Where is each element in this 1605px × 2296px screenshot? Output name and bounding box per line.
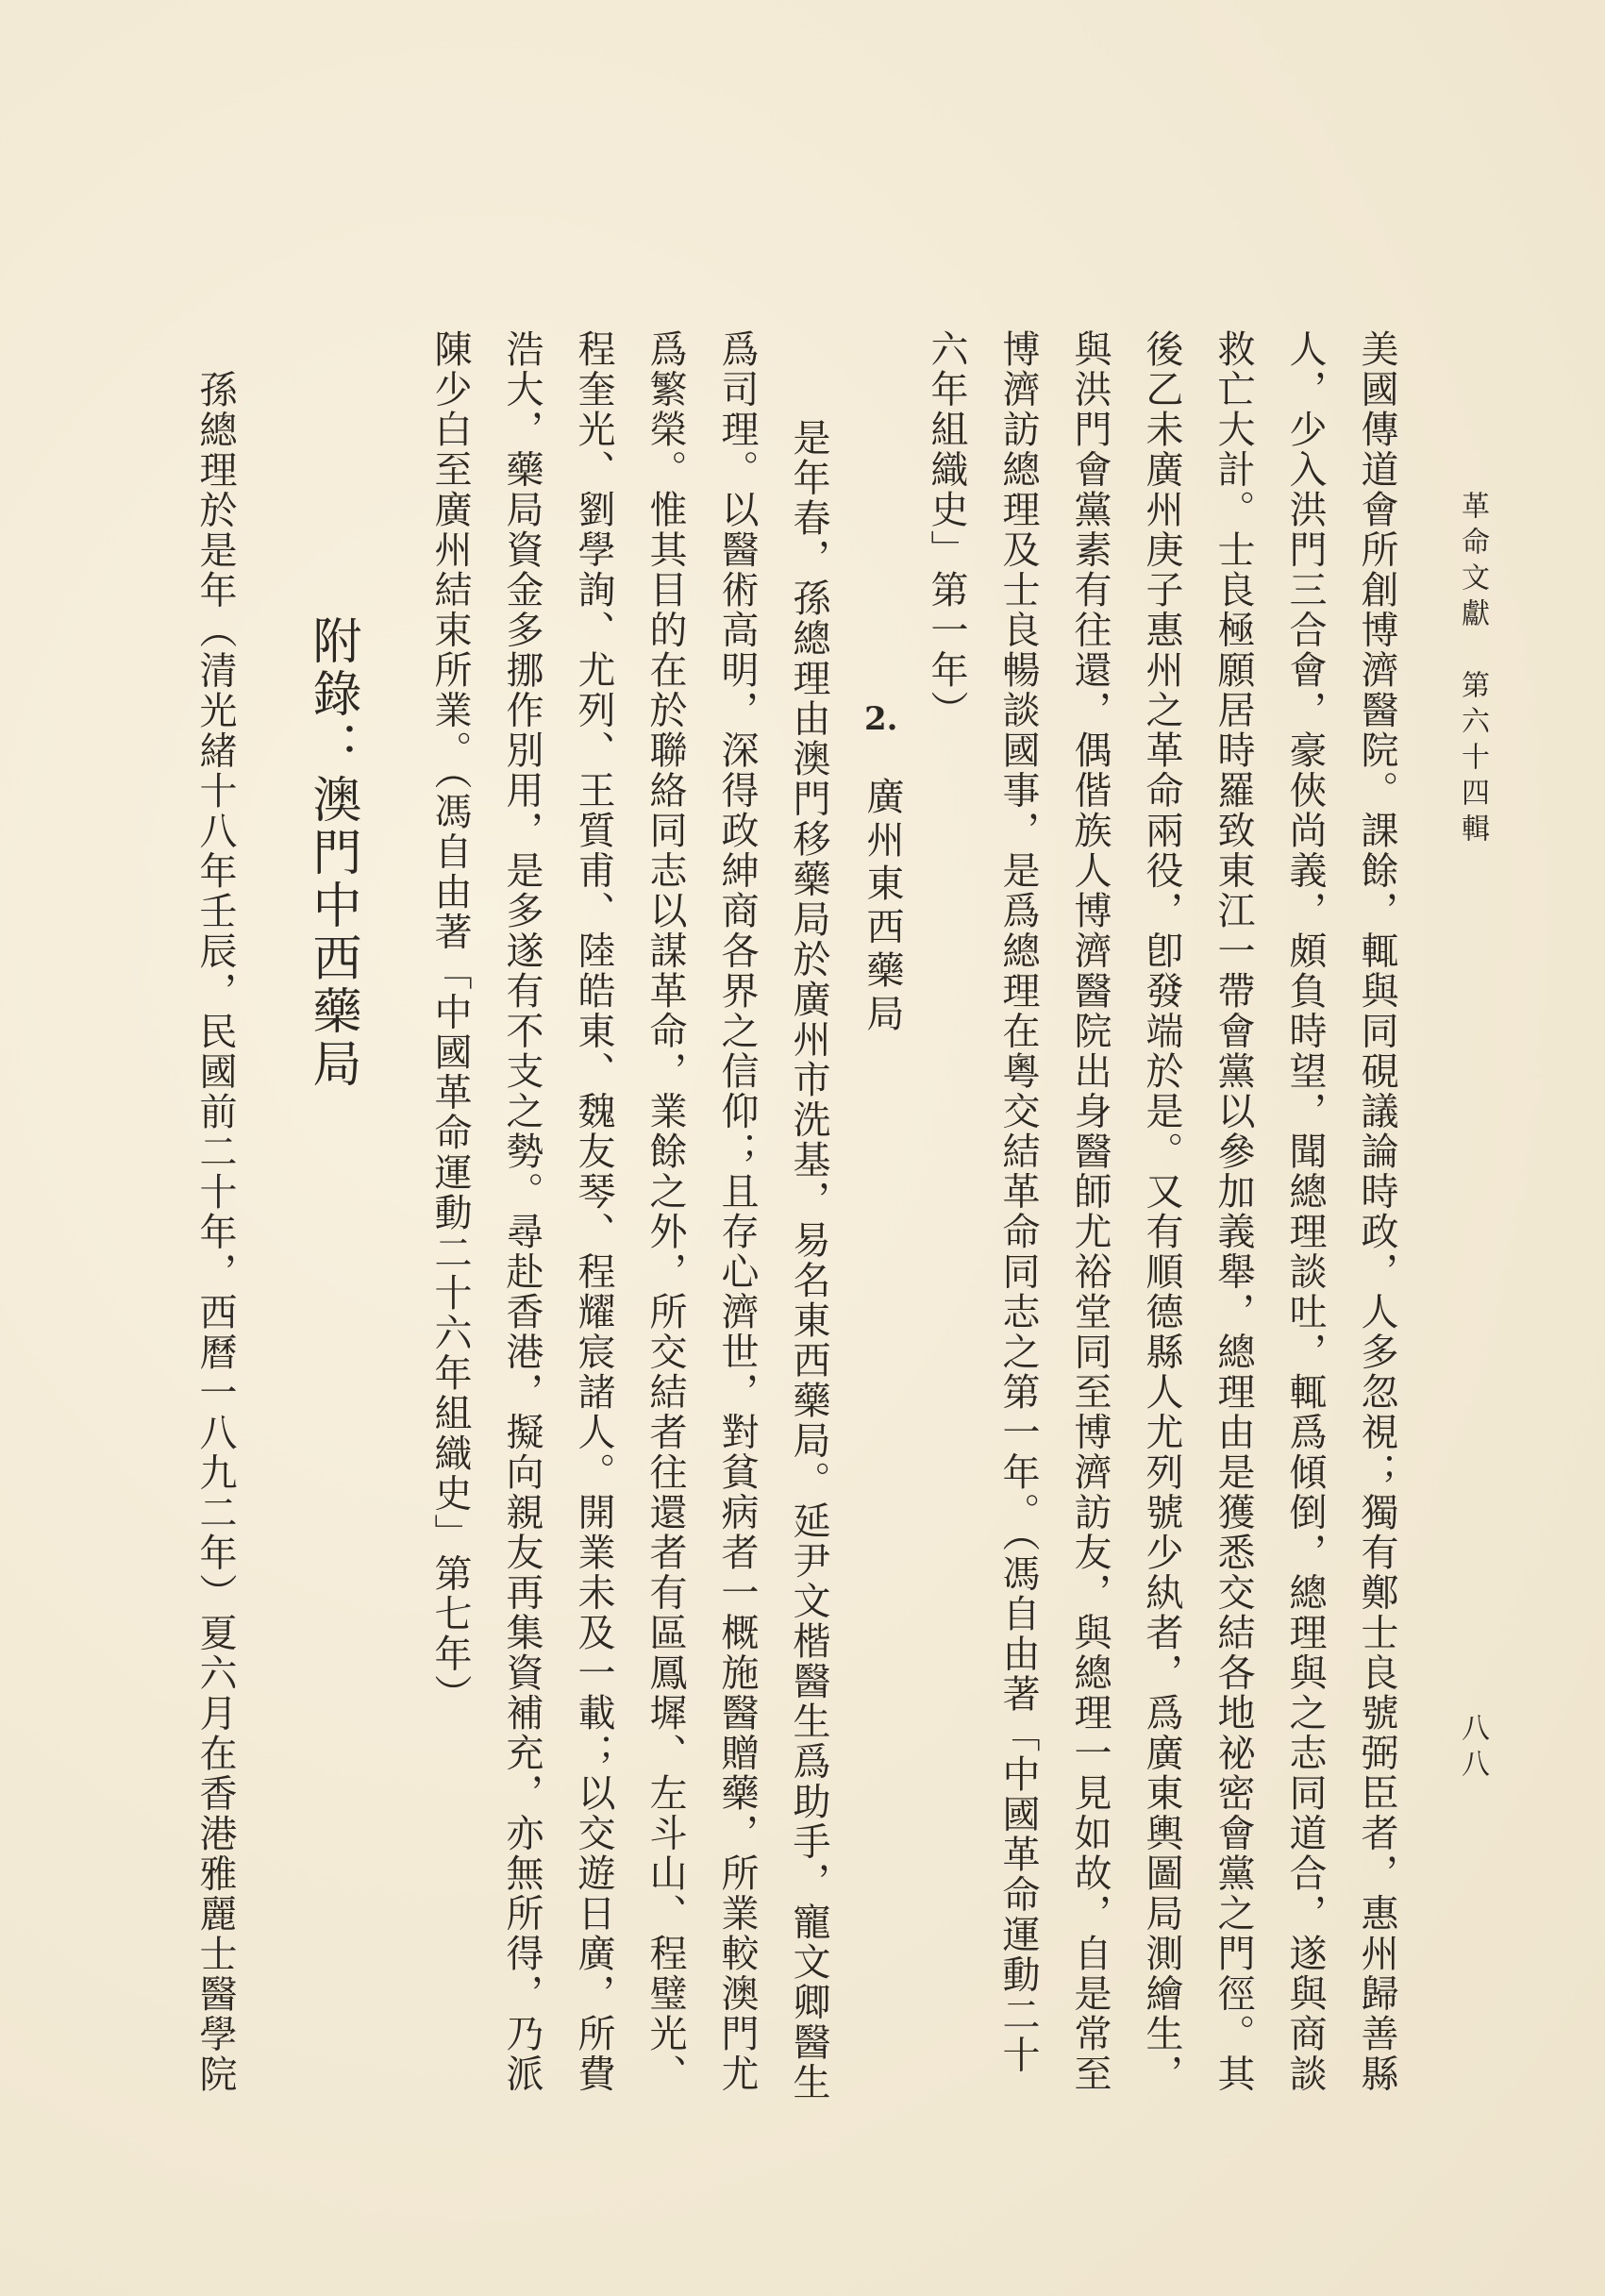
appendix-heading: 附錄：澳門中西藥局 xyxy=(304,615,360,1091)
text-line: 六年組織史」第一年） xyxy=(925,329,968,730)
text-line: 人，少入洪門三合會，豪俠尚義，頗負時望，聞總理談吐，輒爲傾倒，總理與之志同道合，遂與商談 xyxy=(1283,329,1327,2094)
text-line: 爲繁榮。惟其目的在於聯絡同志以謀革命，業餘之外，所交結者往還者有區鳳墀、左斗山、程璧光、 xyxy=(644,329,687,2094)
text-line: 與洪門會黨素有往還，偶偕族人博濟醫院出身醫師尤裕堂同至博濟訪友，與總理一見如故，自是常至 xyxy=(1068,329,1112,2094)
text-line: 爲司理。以醫術高明，深得政紳商各界之信仰；且存心濟世，對貧病者一概施醫贈藥，所業較澳門尤 xyxy=(715,329,759,2094)
text-line: 博濟訪總理及士良暢談國事，是爲總理在粵交結革命同志之第一年。（馮自由著「中國革命運動二十 xyxy=(996,329,1040,2075)
text-line: 孫總理於是年（清光緒十八年壬辰，民國前二十年，西曆一八九二年）夏六月在香港雅麗士醫學院 xyxy=(193,370,237,2095)
text-line: 程奎光、劉學詢、尤列、王質甫、陸皓東、魏友琴、程耀宸諸人。開業未及一載；以交遊日廣，所費 xyxy=(572,329,615,2094)
book-title: 革命文獻 第六十四輯 xyxy=(1456,491,1489,849)
text-line: 陳少白至廣州結束所業。（馮自由著「中國革命運動二十六年組織史」第七年） xyxy=(428,329,472,1715)
section-heading: 廣州東西藥局 xyxy=(861,777,904,1037)
text-line: 救亡大計。士良極願居時羅致東江一帶會黨以參加義舉，總理由是獲悉交結各地祕密會黨之門徑。其 xyxy=(1212,329,1255,2094)
text-line: 是年春，孫總理由澳門移藥局於廣州市洗基，易名東西藥局。延尹文楷醫生爲助手，寵文卿醫生 xyxy=(787,418,830,2103)
text-line: 後乙未廣州庚子惠州之革命兩役，卽發端於是。又有順德縣人尤列號少紈者，爲廣東輿圖局測繪生， xyxy=(1140,329,1183,2094)
page-number: 八八 xyxy=(1456,1713,1489,1785)
text-line: 美國傳道會所創博濟醫院。課餘，輒與同硯議論時政，人多忽視；獨有鄭士良號弼臣者，惠州歸善縣 xyxy=(1355,329,1398,2094)
section-number: 2. xyxy=(864,700,898,738)
text-line: 浩大，藥局資金多挪作別用，是多遂有不支之勢。尋赴香港，擬向親友再集資補充，亦無所得，乃派 xyxy=(500,329,543,2094)
